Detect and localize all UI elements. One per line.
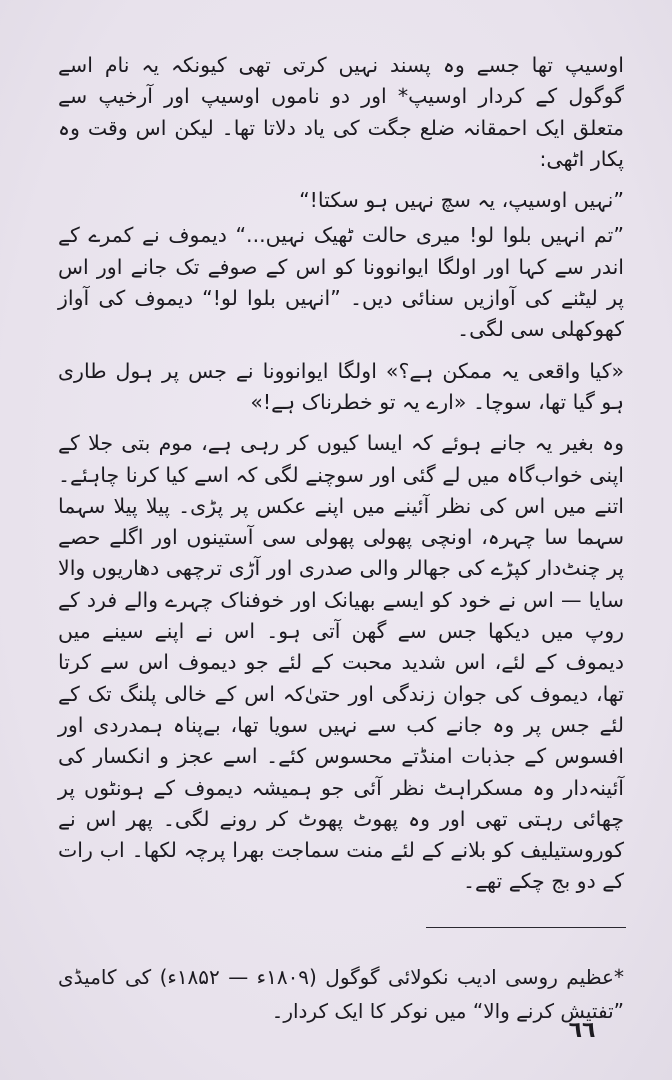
paragraph-olga-thinks: «کیا واقعی یہ ممکن ہے؟» اولگا ایوانوونا نے جس پر ہول طاری ہو گیا تھا، سوچا۔ «ارے یہ تو خطرناک ہے!» (58, 358, 624, 414)
paragraph-dymov-speaks: ”تم انہیں بلوا لو! میری حالت ٹھیک نہیں...“ دیموف نے کمرے کے اندر سے کہا اور اولگا ایوانوونا کو اس کے صوفے تک جانے اور اس پر لیٹنے کی آوازیں سنائی دیں۔ ”انہیں بلوا لو!“ دیموف کی آواز کھوکھلی سی لگی۔ (58, 223, 624, 342)
paragraph-olga-exclaims: ”نہیں اوسیپ، یہ سچ نہیں ہو سکتا!“ (299, 188, 624, 213)
paragraph-intro: اوسیپ تھا جسے وہ پسند نہیں کرتی تھی کیونکہ یہ نام اسے گوگول کے کردار اوسیپ* اور دو ناموں اوسیپ اور آرخیپ سے متعلق ایک احمقانہ ضلع جگت کی یاد دلاتا تھا۔ لیکن اس وقت وہ پکار اٹھی: (58, 53, 624, 171)
page-body-text (58, 50, 624, 898)
footnote-divider (426, 927, 626, 928)
paragraph-mirror-scene: وہ بغیر یہ جانے ہوئے کہ ایسا کیوں کر رہی ہے، موم بتی جلا کے اپنی خواب‌گاہ میں لے گئی اور سوچنے لگی کہ اسے کیا کرنا چاہئے۔ اتنے میں اس کی نظر آئینے میں اپنے عکس پر پڑی۔ پیلا پیلا سہما سہما سا چہرہ، اونچی پھولی پھولی سی آستینوں اور اگلے حصے پر چنٹ‌دار کپڑے کی جھالر والی صدری اور آڑی ترچھی دھاریوں والا سایا — اس نے خود کو ایسے بھیانک اور خوفناک چہرے والے فرد کے روپ میں دیکھا جس سے گھن آتی ہو۔ اس نے اپنے سینے میں دیموف کے لئے، اس شدید محبت کے لئے جو دیموف اس سے کرتا تھا، دیموف کی جوان زندگی اور حتیٰ‌کہ اس کے خالی پلنگ تک کے لئے جس پر وہ جانے کب سے نہیں سویا تھا، بےپناہ ہمدردی اور افسوس کے جذبات امنڈتے محسوس کئے۔ اسے عجز و انکسار کی آئینہ‌دار وہ مسکراہٹ نظر آئی جو ہمیشہ دیموف کے ہونٹوں پر چھائی رہتی تھی اور وہ پھوٹ پھوٹ کر رونے لگی۔ پھر اس نے کوروستیلیف کو بلانے کے لئے منت سماجت بھرا پرچہ لکھا۔ اب رات کے دو بج چکے تھے۔ (58, 431, 624, 894)
page-number: ٦٦ (568, 1018, 596, 1043)
footnote: *عظیم روسی ادیب نکولائی گوگول (۱۸۰۹ء — ۱۸۵۲ء) کی کامیڈی ”تفتیش کرنے والا“ میں نوکر کا ایک کردار۔ (58, 965, 624, 1023)
